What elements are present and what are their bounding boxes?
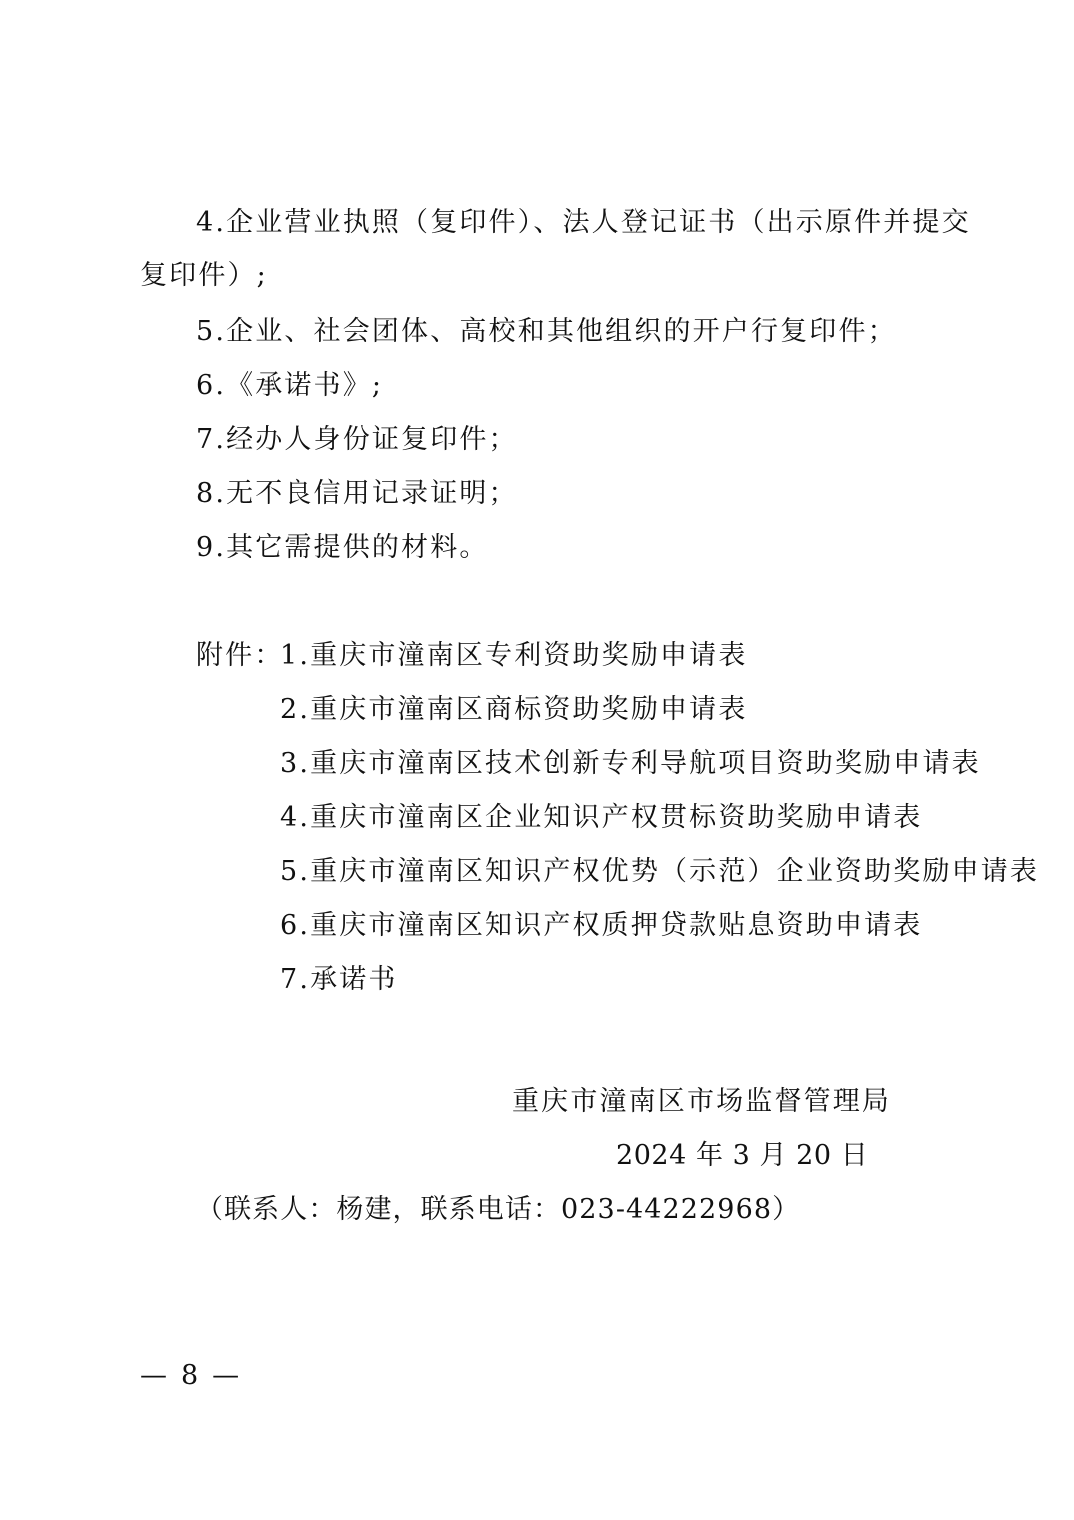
material-item-7: 7.经办人身份证复印件； bbox=[196, 424, 518, 455]
contact-info: （联系人：杨建，联系电话：023-44222968） bbox=[196, 1194, 801, 1225]
material-item-6: 6.《承诺书》; bbox=[196, 370, 384, 401]
issue-date: 2024 年 3 月 20 日 bbox=[616, 1140, 869, 1171]
material-item-5: 5.企业、社会团体、高校和其他组织的开户行复印件； bbox=[196, 316, 897, 347]
attachment-item-4: 4.重庆市潼南区企业知识产权贯标资助奖励申请表 bbox=[280, 802, 923, 833]
material-item-4-continued: 复印件）; bbox=[140, 260, 268, 291]
material-item-9: 9.其它需提供的材料。 bbox=[196, 532, 489, 563]
material-item-4: 4.企业营业执照（复印件）、法人登记证书（出示原件并提交 bbox=[196, 207, 971, 238]
attachment-item-1: 1.重庆市潼南区专利资助奖励申请表 bbox=[280, 640, 748, 671]
attachment-item-3: 3.重庆市潼南区技术创新专利导航项目资助奖励申请表 bbox=[280, 748, 981, 779]
attachments-label: 附件： bbox=[196, 640, 284, 671]
attachment-item-2: 2.重庆市潼南区商标资助奖励申请表 bbox=[280, 694, 748, 725]
page-number: — 8 — bbox=[140, 1360, 242, 1391]
attachment-item-5: 5.重庆市潼南区知识产权优势（示范）企业资助奖励申请表 bbox=[280, 856, 1040, 887]
issuing-organization: 重庆市潼南区市场监督管理局 bbox=[512, 1086, 892, 1117]
attachment-item-6: 6.重庆市潼南区知识产权质押贷款贴息资助申请表 bbox=[280, 910, 923, 941]
attachment-item-7: 7.承诺书 bbox=[280, 964, 398, 995]
material-item-8: 8.无不良信用记录证明； bbox=[196, 478, 518, 509]
